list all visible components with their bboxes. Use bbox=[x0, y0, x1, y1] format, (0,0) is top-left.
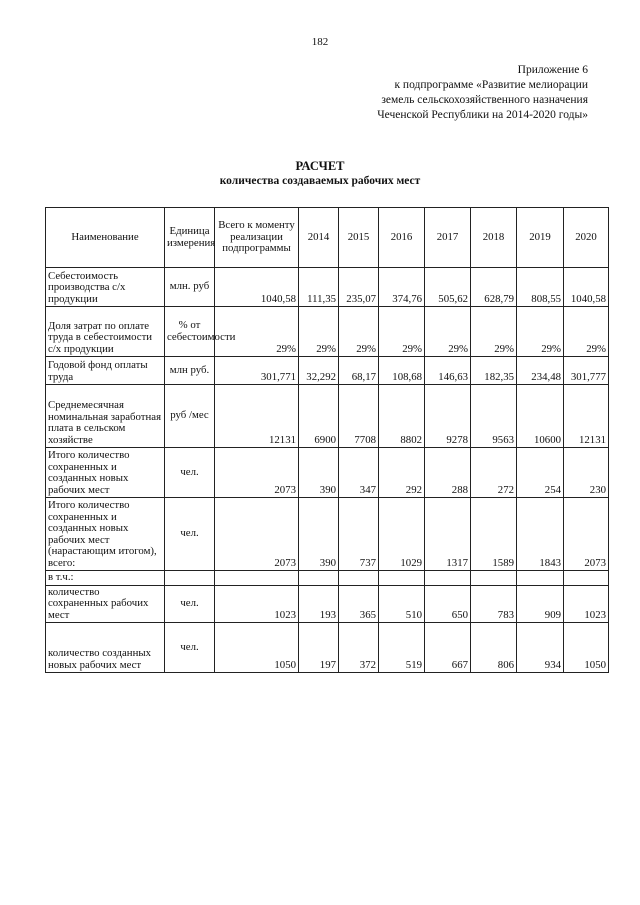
cell-2020: 1040,58 bbox=[564, 268, 609, 307]
cell-2020: 301,777 bbox=[564, 357, 609, 385]
row-unit bbox=[165, 571, 215, 586]
row-name: Среднемесячная номинальная заработная плата в сельском хозяйстве bbox=[46, 385, 165, 448]
cell-total: 12131 bbox=[215, 385, 299, 448]
row-unit: руб /мес bbox=[165, 385, 215, 448]
row-name: Итого количество сохраненных и созданных новых рабочих мест bbox=[46, 448, 165, 498]
row-unit: чел. bbox=[165, 623, 215, 673]
appendix-line: Чеченской Республики на 2014-2020 годы» bbox=[377, 109, 588, 121]
cell-2016: 1029 bbox=[379, 498, 425, 571]
table-row bbox=[46, 585, 609, 623]
cell-total: 2073 bbox=[215, 448, 299, 498]
cell-2020 bbox=[564, 571, 609, 586]
cell-2018: 628,79 bbox=[471, 268, 517, 307]
row-unit: млн руб. bbox=[165, 357, 215, 385]
appendix-note bbox=[377, 63, 588, 123]
cell-2019: 29% bbox=[517, 307, 564, 357]
cell-2017: 9278 bbox=[425, 385, 471, 448]
cell-total: 1040,58 bbox=[215, 268, 299, 307]
cell-2014: 32,292 bbox=[299, 357, 339, 385]
row-name: количество созданных новых рабочих мест bbox=[46, 623, 165, 673]
cell-2014: 193 bbox=[299, 585, 339, 623]
cell-2015: 7708 bbox=[339, 385, 379, 448]
row-unit: чел. bbox=[165, 448, 215, 498]
cell-2016: 374,76 bbox=[379, 268, 425, 307]
cell-2017 bbox=[425, 571, 471, 586]
cell-2017: 29% bbox=[425, 307, 471, 357]
row-name: в т.ч.: bbox=[46, 571, 165, 586]
cell-2018: 783 bbox=[471, 585, 517, 623]
cell-2018: 182,35 bbox=[471, 357, 517, 385]
column-header: 2017 bbox=[425, 208, 471, 268]
appendix-line: Приложение 6 bbox=[517, 64, 588, 76]
cell-2017: 505,62 bbox=[425, 268, 471, 307]
appendix-line: земель сельскохозяйственного назначения bbox=[381, 94, 588, 106]
cell-2016: 292 bbox=[379, 448, 425, 498]
cell-2019: 234,48 bbox=[517, 357, 564, 385]
cell-2020: 1050 bbox=[564, 623, 609, 673]
cell-2016: 519 bbox=[379, 623, 425, 673]
cell-2014: 390 bbox=[299, 498, 339, 571]
cell-2015 bbox=[339, 571, 379, 586]
cell-2014: 6900 bbox=[299, 385, 339, 448]
column-header: Наименование bbox=[46, 208, 165, 268]
cell-2019: 1843 bbox=[517, 498, 564, 571]
cell-2016: 108,68 bbox=[379, 357, 425, 385]
cell-2015: 347 bbox=[339, 448, 379, 498]
cell-2018 bbox=[471, 571, 517, 586]
document-title: РАСЧЕТ bbox=[295, 159, 345, 173]
cell-2020: 230 bbox=[564, 448, 609, 498]
page-number: 182 bbox=[311, 36, 329, 48]
cell-2017: 667 bbox=[425, 623, 471, 673]
cell-2019: 808,55 bbox=[517, 268, 564, 307]
table-row bbox=[46, 623, 609, 673]
cell-2019: 10600 bbox=[517, 385, 564, 448]
cell-2014: 29% bbox=[299, 307, 339, 357]
document-subtitle: количества создаваемых рабочих мест bbox=[219, 175, 421, 187]
cell-2016 bbox=[379, 571, 425, 586]
cell-2020: 29% bbox=[564, 307, 609, 357]
cell-2014: 390 bbox=[299, 448, 339, 498]
cell-2017: 650 bbox=[425, 585, 471, 623]
cell-total: 2073 bbox=[215, 498, 299, 571]
column-header: Единица измерения bbox=[165, 208, 215, 268]
row-name: Годовой фонд оплаты труда bbox=[46, 357, 165, 385]
row-unit: чел. bbox=[165, 498, 215, 571]
cell-total: 301,771 bbox=[215, 357, 299, 385]
calculation-table bbox=[45, 207, 609, 673]
cell-2015: 372 bbox=[339, 623, 379, 673]
cell-2018: 29% bbox=[471, 307, 517, 357]
row-name: Доля затрат по оплате труда в себестоимости с/х продукции bbox=[46, 307, 165, 357]
column-header: 2015 bbox=[339, 208, 379, 268]
cell-2020: 12131 bbox=[564, 385, 609, 448]
cell-2016: 29% bbox=[379, 307, 425, 357]
cell-2015: 737 bbox=[339, 498, 379, 571]
cell-2015: 29% bbox=[339, 307, 379, 357]
row-unit: млн. руб bbox=[165, 268, 215, 307]
table-row bbox=[46, 268, 609, 307]
cell-total: 1023 bbox=[215, 585, 299, 623]
cell-2015: 235,07 bbox=[339, 268, 379, 307]
row-name: Итого количество сохраненных и созданных новых рабочих мест (нарастающим итогом), всего: bbox=[46, 498, 165, 571]
cell-2019: 934 bbox=[517, 623, 564, 673]
cell-2018: 9563 bbox=[471, 385, 517, 448]
row-unit: % от себестоимости bbox=[165, 307, 215, 357]
column-header: 2016 bbox=[379, 208, 425, 268]
cell-2014: 111,35 bbox=[299, 268, 339, 307]
cell-2015: 365 bbox=[339, 585, 379, 623]
row-name: количество сохраненных рабочих мест bbox=[46, 585, 165, 623]
cell-2015: 68,17 bbox=[339, 357, 379, 385]
column-header: 2018 bbox=[471, 208, 517, 268]
cell-2020: 2073 bbox=[564, 498, 609, 571]
appendix-line: к подпрограмме «Развитие мелиорации bbox=[394, 79, 588, 91]
cell-total: 29% bbox=[215, 307, 299, 357]
row-name: Себестоимость производства с/х продукции bbox=[46, 268, 165, 307]
cell-total bbox=[215, 571, 299, 586]
column-header: 2019 bbox=[517, 208, 564, 268]
cell-2014: 197 bbox=[299, 623, 339, 673]
table-row bbox=[46, 448, 609, 498]
cell-2016: 510 bbox=[379, 585, 425, 623]
cell-2016: 8802 bbox=[379, 385, 425, 448]
cell-2019: 254 bbox=[517, 448, 564, 498]
cell-2014 bbox=[299, 571, 339, 586]
cell-2017: 146,63 bbox=[425, 357, 471, 385]
row-unit: чел. bbox=[165, 585, 215, 623]
column-header: 2020 bbox=[564, 208, 609, 268]
column-header: Всего к моменту реализации подпрограммы bbox=[215, 208, 299, 268]
cell-2020: 1023 bbox=[564, 585, 609, 623]
table-header-row bbox=[46, 208, 609, 268]
cell-2018: 1589 bbox=[471, 498, 517, 571]
cell-2019 bbox=[517, 571, 564, 586]
cell-2017: 1317 bbox=[425, 498, 471, 571]
cell-2019: 909 bbox=[517, 585, 564, 623]
table-row bbox=[46, 307, 609, 357]
cell-2017: 288 bbox=[425, 448, 471, 498]
table-row bbox=[46, 385, 609, 448]
table-row bbox=[46, 357, 609, 385]
cell-total: 1050 bbox=[215, 623, 299, 673]
table-row bbox=[46, 571, 609, 586]
cell-2018: 806 bbox=[471, 623, 517, 673]
cell-2018: 272 bbox=[471, 448, 517, 498]
table-row bbox=[46, 498, 609, 571]
column-header: 2014 bbox=[299, 208, 339, 268]
